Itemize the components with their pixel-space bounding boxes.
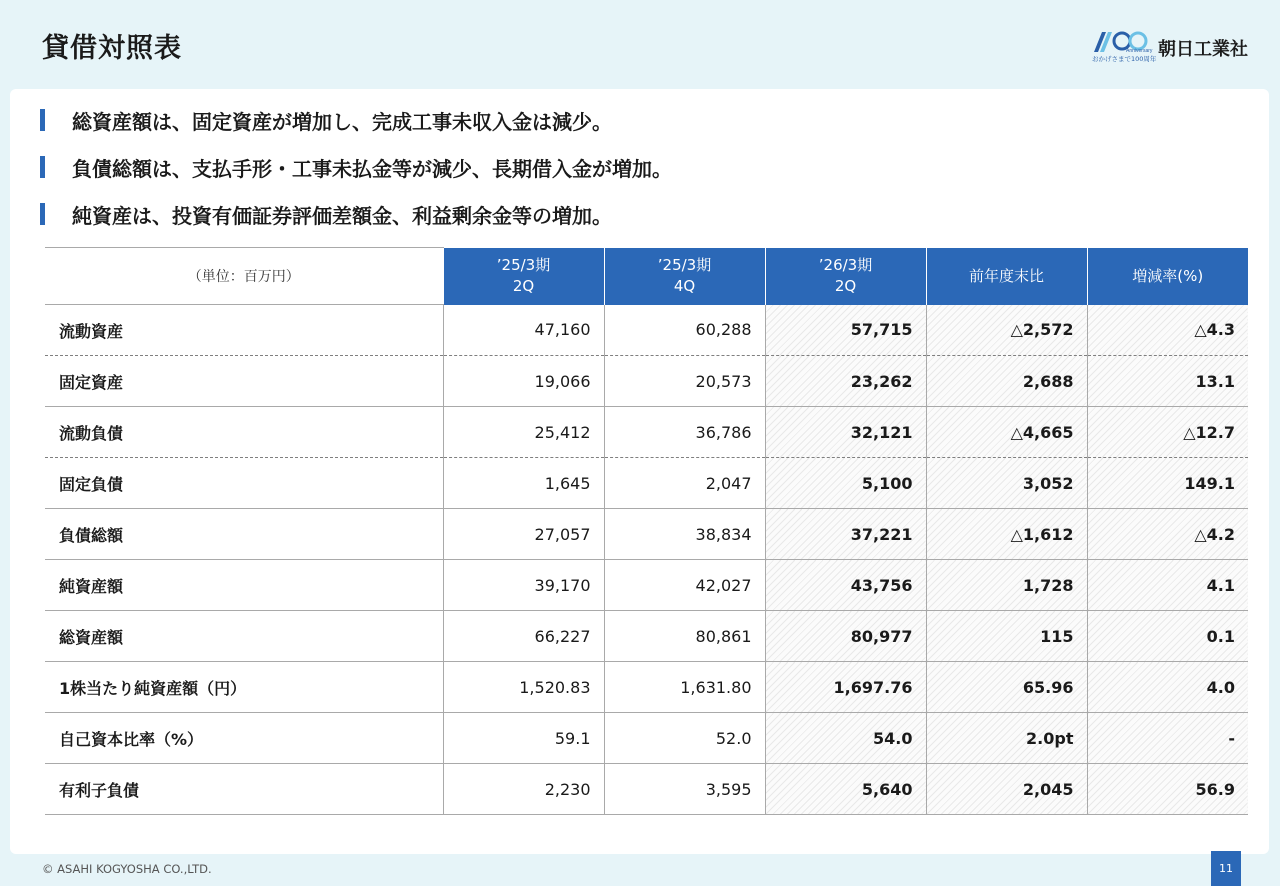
bullet-marker	[40, 156, 45, 178]
column-header-line1: ’26/3期	[818, 256, 873, 274]
page-title: 貸借対照表	[42, 33, 182, 64]
cell-yoy-change: 115	[926, 611, 1087, 662]
cell-26-2q: 5,640	[765, 764, 926, 815]
row-label: 1株当たり純資産額（円）	[45, 662, 443, 713]
page-number: 11	[1211, 851, 1241, 886]
column-header-line2: 2Q	[834, 277, 857, 295]
cell-25-2q: 39,170	[443, 560, 604, 611]
bullet-marker	[40, 203, 45, 225]
table-row	[45, 713, 1248, 764]
cell-change-rate: 13.1	[1087, 356, 1248, 407]
table-row	[45, 305, 1248, 356]
cell-26-2q: 1,697.76	[765, 662, 926, 713]
table-row	[45, 662, 1248, 713]
cell-26-2q: 5,100	[765, 458, 926, 509]
bullet-text: 純資産は、投資有価証券評価差額金、利益剰余金等の増加。	[72, 204, 612, 228]
column-header-line1: ’25/3期	[496, 256, 551, 274]
cell-yoy-change: 2,045	[926, 764, 1087, 815]
company-logo	[1092, 30, 1248, 66]
copyright-notice: © ASAHI KOGYOSHA CO.,LTD.	[42, 862, 212, 876]
cell-change-rate: 149.1	[1087, 458, 1248, 509]
cell-25-2q: 66,227	[443, 611, 604, 662]
cell-25-4q: 36,786	[604, 407, 765, 458]
cell-yoy-change: △2,572	[926, 305, 1087, 356]
balance-sheet-table	[45, 247, 1248, 815]
row-label: 流動負債	[45, 407, 443, 458]
cell-25-4q: 42,027	[604, 560, 765, 611]
row-label: 自己資本比率（%）	[45, 713, 443, 764]
unit-label: （単位：百万円）	[45, 248, 443, 305]
bullet-text: 総資産額は、固定資産が増加し、完成工事未収入金は減少。	[72, 110, 612, 134]
cell-yoy-change: 1,728	[926, 560, 1087, 611]
cell-25-2q: 27,057	[443, 509, 604, 560]
row-label: 有利子負債	[45, 764, 443, 815]
cell-yoy-change: △1,612	[926, 509, 1087, 560]
table-row	[45, 458, 1248, 509]
cell-change-rate: 4.0	[1087, 662, 1248, 713]
cell-26-2q: 57,715	[765, 305, 926, 356]
svg-text:Anniversary: Anniversary	[1126, 48, 1153, 54]
row-label: 負債総額	[45, 509, 443, 560]
logo-tagline: おかげさまで100周年	[1092, 55, 1157, 63]
row-label: 純資産額	[45, 560, 443, 611]
cell-26-2q: 54.0	[765, 713, 926, 764]
cell-25-4q: 1,631.80	[604, 662, 765, 713]
cell-yoy-change: △4,665	[926, 407, 1087, 458]
table-row	[45, 407, 1248, 458]
table-row	[45, 509, 1248, 560]
cell-change-rate: 0.1	[1087, 611, 1248, 662]
column-header-line1: ’25/3期	[657, 256, 712, 274]
cell-change-rate: △4.3	[1087, 305, 1248, 356]
table-row	[45, 560, 1248, 611]
cell-change-rate: △12.7	[1087, 407, 1248, 458]
cell-25-2q: 59.1	[443, 713, 604, 764]
table-header-row	[45, 248, 1248, 305]
column-header	[443, 248, 604, 305]
column-header-line2: 4Q	[673, 277, 696, 295]
bullet-marker	[40, 109, 45, 131]
cell-25-4q: 60,288	[604, 305, 765, 356]
column-header: 前年度末比	[926, 248, 1087, 305]
table-row	[45, 356, 1248, 407]
cell-26-2q: 23,262	[765, 356, 926, 407]
cell-yoy-change: 65.96	[926, 662, 1087, 713]
table-row	[45, 764, 1248, 815]
table-row	[45, 611, 1248, 662]
cell-25-2q: 19,066	[443, 356, 604, 407]
cell-25-4q: 52.0	[604, 713, 765, 764]
row-label: 総資産額	[45, 611, 443, 662]
cell-change-rate: 4.1	[1087, 560, 1248, 611]
cell-25-4q: 38,834	[604, 509, 765, 560]
row-label: 固定資産	[45, 356, 443, 407]
cell-25-4q: 80,861	[604, 611, 765, 662]
column-header: 増減率(%)	[1087, 248, 1248, 305]
cell-25-2q: 25,412	[443, 407, 604, 458]
cell-yoy-change: 2.0pt	[926, 713, 1087, 764]
cell-25-4q: 3,595	[604, 764, 765, 815]
bullet-text: 負債総額は、支払手形・工事未払金等が減少、長期借入金が増加。	[72, 157, 672, 181]
cell-change-rate: -	[1087, 713, 1248, 764]
cell-25-4q: 2,047	[604, 458, 765, 509]
column-header	[765, 248, 926, 305]
cell-change-rate: △4.2	[1087, 509, 1248, 560]
cell-25-2q: 47,160	[443, 305, 604, 356]
cell-yoy-change: 2,688	[926, 356, 1087, 407]
column-header	[604, 248, 765, 305]
cell-26-2q: 80,977	[765, 611, 926, 662]
cell-26-2q: 32,121	[765, 407, 926, 458]
cell-26-2q: 37,221	[765, 509, 926, 560]
column-header-line2: 2Q	[512, 277, 535, 295]
row-label: 流動資産	[45, 305, 443, 356]
row-label: 固定負債	[45, 458, 443, 509]
cell-25-2q: 2,230	[443, 764, 604, 815]
company-name: 朝日工業社	[1158, 39, 1248, 60]
cell-yoy-change: 3,052	[926, 458, 1087, 509]
cell-25-4q: 20,573	[604, 356, 765, 407]
cell-25-2q: 1,520.83	[443, 662, 604, 713]
cell-25-2q: 1,645	[443, 458, 604, 509]
cell-change-rate: 56.9	[1087, 764, 1248, 815]
cell-26-2q: 43,756	[765, 560, 926, 611]
